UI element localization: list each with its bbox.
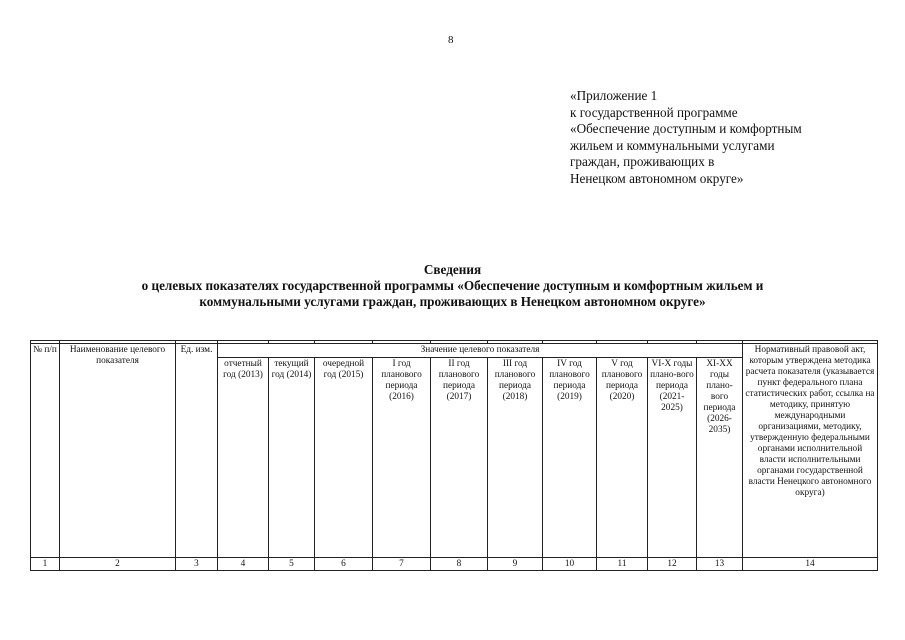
header-plan-year-4: IV год планового периода (2019) [543,358,597,558]
header-plan-year-5: V год планового периода (2020) [597,358,648,558]
column-number: 7 [373,558,431,571]
column-number: 14 [743,558,878,571]
header-plan-year-1: I год планового периода (2016) [373,358,431,558]
header-plan-years-6-10: VI-X годы плано-вого периода (2021-2025) [648,358,697,558]
header-plan-year-3: III год планового периода (2018) [488,358,543,558]
column-number: 6 [315,558,373,571]
appendix-line: к государственной программе [570,104,738,120]
heading-title: Сведения [423,262,482,277]
column-number-row [31,558,878,571]
header-unit: Ед. изм. [176,344,218,558]
column-number: 4 [218,558,269,571]
appendix-line: «Приложение 1 [570,88,658,103]
column-number: 3 [176,558,218,571]
document-heading [60,262,845,311]
column-number: 2 [60,558,176,571]
heading-line: о целевых показателях государственной программы «Обеспечение доступным и комфортным жильем и [141,278,764,294]
header-year-next: очередной год (2015) [315,358,373,558]
column-number: 5 [269,558,315,571]
header-value-group: Значение целевого показателя [218,344,743,358]
header-number: № п/п [31,344,60,558]
header-year-current: текущий год (2014) [269,358,315,558]
column-number: 11 [597,558,648,571]
header-year-reporting: отчетный год (2013) [218,358,269,558]
column-number: 1 [31,558,60,571]
appendix-line: граждан, проживающих в [570,154,715,169]
column-number: 9 [488,558,543,571]
header-plan-year-2: II год планового периода (2017) [431,358,488,558]
header-normative-act: Нормативный правовой акт, которым утверждена методика расчета показателя (указывается пункт федерального плана статистических работ, ссылка на методику, принятую международными организациями, методику, утвержденную федеральными органами исполнительной власти исполнительными органами государственной власти Ненецкого автономного округа) [743,344,878,558]
appendix-line: Ненецком автономном округе» [570,170,744,186]
column-number: 10 [543,558,597,571]
column-number: 13 [697,558,743,571]
column-number: 12 [648,558,697,571]
appendix-line: «Обеспечение доступным и комфортным [570,121,802,136]
appendix-line: жильем и коммунальными услугами [570,137,775,153]
indicators-table [30,340,878,571]
header-plan-years-11-20: XI-XX годы плано-вого периода (2026-2035) [697,358,743,558]
column-number: 8 [431,558,488,571]
page-number: 8 [448,34,454,46]
heading-line: коммунальными услугами граждан, проживающих в Ненецком автономном округе» [199,294,706,310]
appendix-block [570,88,802,187]
header-indicator-name: Наименование целевого показателя [60,344,176,558]
